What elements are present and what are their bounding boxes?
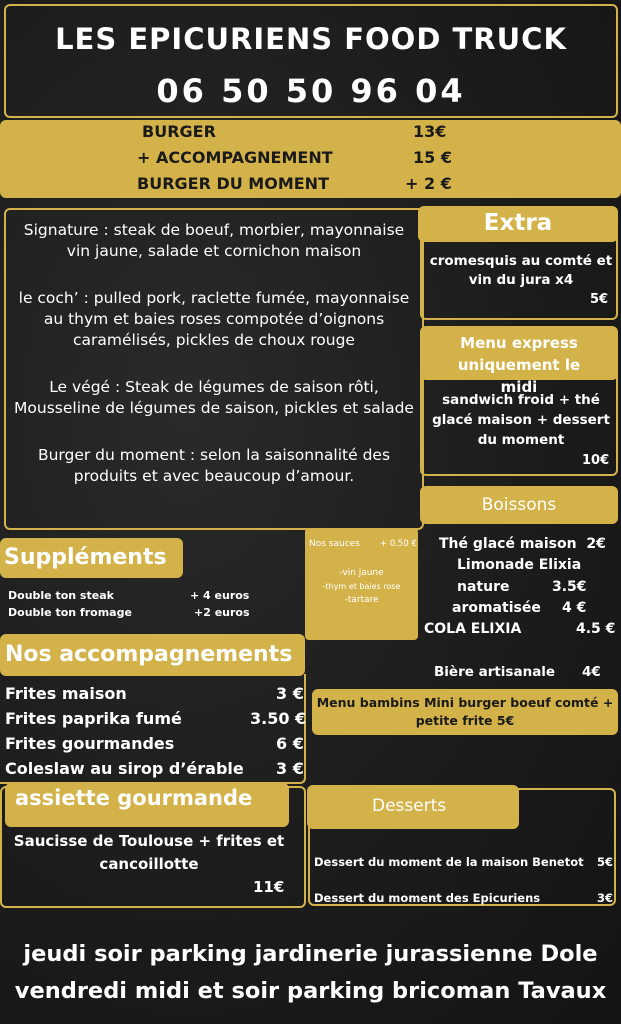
menu-express-price: 10€ [582,453,610,468]
price-value-moment: + 2 € [405,174,452,193]
boisson-nature: nature [457,579,510,595]
accompagnements-title: Nos accompagnements [0,634,305,676]
boisson-cola: COLA ELIXIA [424,621,522,637]
accomp-coleslaw-price: 3 € [276,759,304,778]
header-box [4,4,618,118]
dessert-epicuriens: Dessert du moment des Epicuriens [314,891,541,905]
extra-item: cromesquis au comté et vin du jura x4 [429,253,613,288]
extra-price: 5€ [590,292,609,307]
boisson-biere-price: 4€ [582,664,601,680]
burger-coch: le coch’ : pulled pork, raclette fumée, mayonnaise au thym et baies roses compotée d’oignons caramélisés, pickles de choux rouge [18,289,410,349]
accomp-coleslaw: Coleslaw au sirop d’érable [5,759,244,778]
extra-title: Extra [418,206,618,242]
bambins-text: Menu bambins Mini burger boeuf comté + petite frite 5€ [316,695,614,728]
accomp-frites-price: 3 € [276,684,304,703]
boisson-biere: Bière artisanale [434,664,556,680]
boisson-aromatisee: aromatisée [452,600,541,616]
dessert-benetot: Dessert du moment de la maison Benetot [314,855,584,869]
price-band [0,120,621,198]
menu-express-item: sandwich froid + thé glacé maison + dessert du moment [432,392,610,448]
assiette-price: 11€ [253,878,285,896]
supplements-title: Suppléments [0,538,183,578]
supplement-steak: Double ton steak [8,589,114,602]
boisson-aromatisee-price: 4 € [562,600,587,616]
sauce-vin-jaune: -vin jaune [339,568,384,578]
dessert-benetot-price: 5€ [597,855,614,869]
boisson-cola-price: 4.5 € [576,621,616,637]
menu-express-title: Menu express uniquement le midi [420,328,618,380]
footer-line-2: vendredi midi et soir parking bricoman Tavaux [14,978,607,1004]
accomp-paprika: Frites paprika fumé [5,709,182,728]
boisson-nature-price: 3.5€ [552,579,587,595]
accomp-gourmandes: Frites gourmandes [5,734,175,753]
page-title: LES EPICURIENS FOOD TRUCK [55,22,567,56]
assiette-title: assiette gourmande [5,783,289,827]
footer-line-1: jeudi soir parking jardinerie jurassienne Dole [23,941,598,967]
supplement-fromage-price: +2 euros [194,606,250,619]
sauces-title: Nos sauces [309,539,360,549]
dessert-epicuriens-price: 3€ [597,891,614,905]
accomp-frites: Frites maison [5,684,127,703]
burgers-box [4,208,424,530]
boisson-price: 2€ [586,536,606,552]
phone-number: 06 50 50 96 04 [156,72,466,110]
accomp-gourmandes-price: 6 € [276,734,304,753]
price-label-moment: BURGER DU MOMENT [137,174,329,193]
supplement-fromage: Double ton fromage [8,606,132,619]
burger-moment: Burger du moment : selon la saisonnalité des produits et avec beaucoup d’amour. [37,446,391,485]
boisson-the [439,536,606,552]
assiette-item: Saucisse de Toulouse + frites et cancoillotte [13,832,285,873]
boisson-limonade: Limonade Elixia [457,557,582,573]
sauce-thym: -thym et baies rose [322,582,401,591]
sauces-box [305,528,418,640]
burger-vege: Le végé : Steak de légumes de saison rôti, Mousseline de légumes de saison, pickles et salade [14,378,414,417]
burger-signature: Signature : steak de boeuf, morbier, mayonnaise vin jaune, salade et cornichon maison [23,221,405,260]
price-value-accompagnement: 15 € [413,148,452,167]
price-value-burger: 13€ [413,122,447,141]
sauces-price: + 0.50 € [380,539,417,549]
supplement-steak-price: + 4 euros [190,589,250,602]
sauce-tartare: -tartare [344,595,379,605]
price-label-accompagnement: + ACCOMPAGNEMENT [137,148,333,167]
boissons-title: Boissons [420,486,618,524]
desserts-title: Desserts [307,785,519,829]
accomp-paprika-price: 3.50 € [250,709,307,728]
price-label-burger: BURGER [142,122,216,141]
bambins-box [312,689,618,735]
boisson-label: Thé glacé maison [439,536,577,552]
